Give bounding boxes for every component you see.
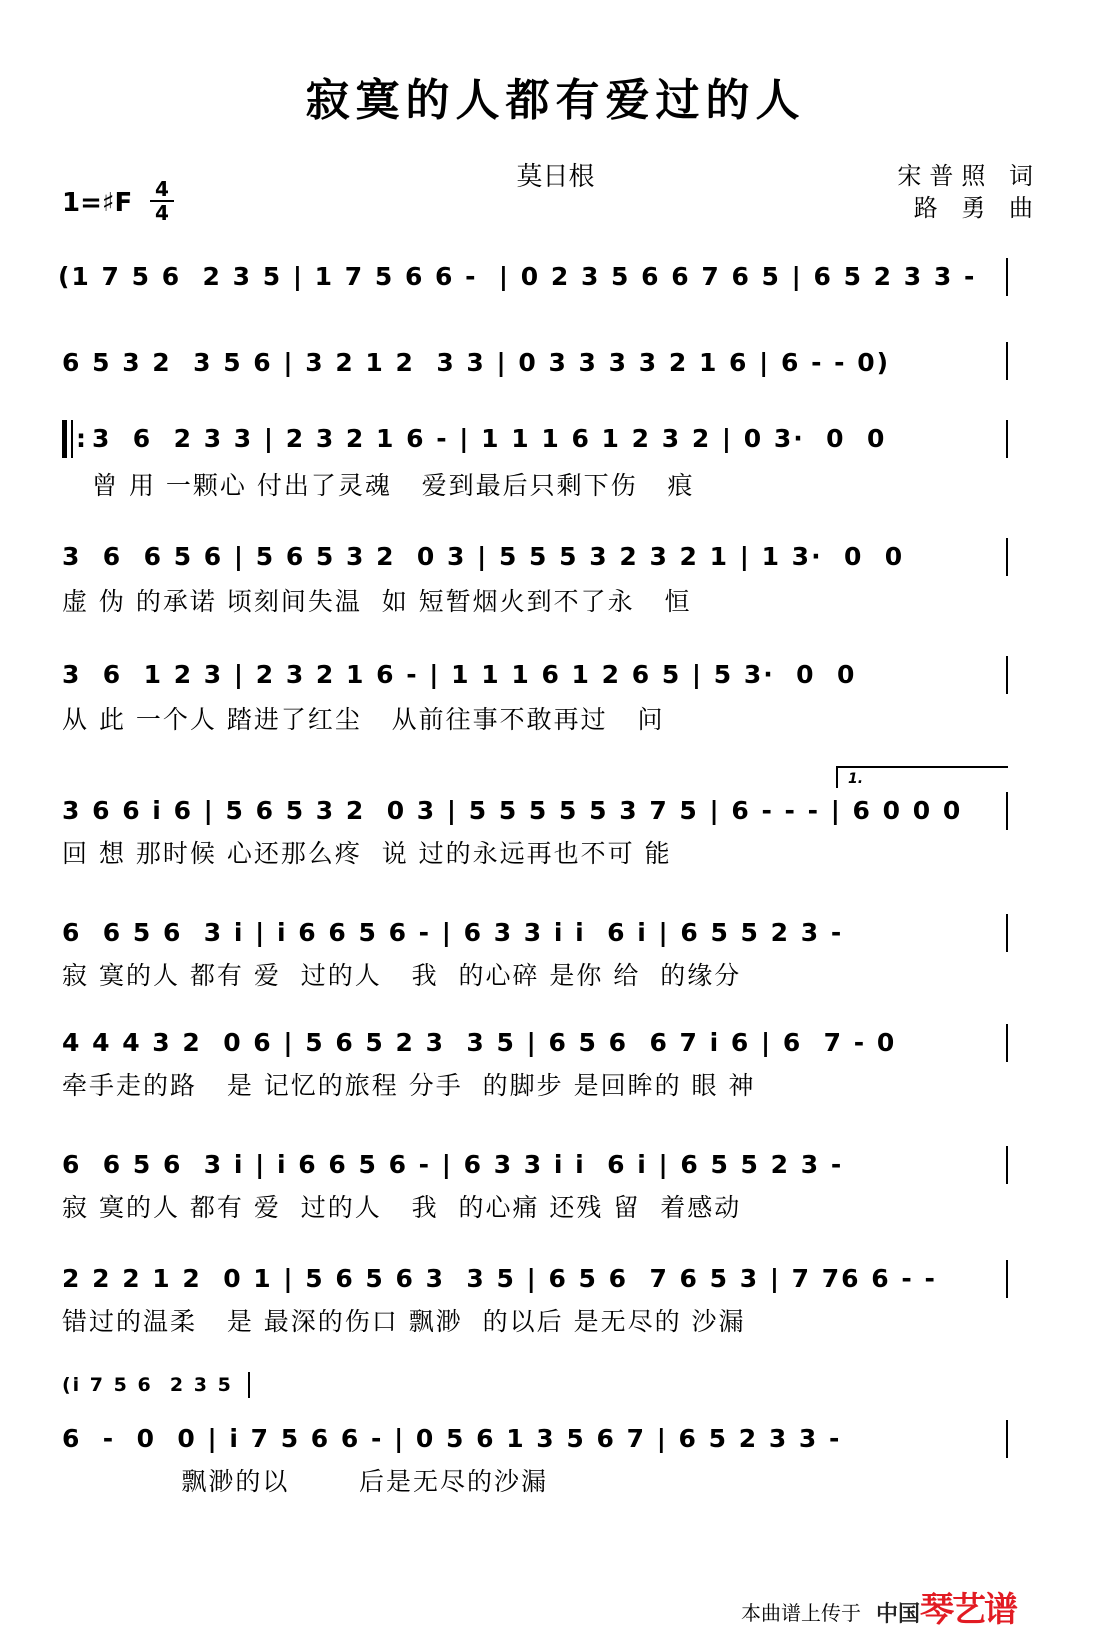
end-barline (1006, 1024, 1008, 1062)
key-signature: 1=♯F (62, 188, 133, 218)
singer-name: 莫日根 (516, 162, 595, 192)
score-row-8-lyrics: 牵手走的路 是 记忆的旅程 分手 的脚步 是回眸的 眼 神 (62, 1071, 756, 1100)
score-row-1-notes: (1 7 5 6 2 3 5 | 1 7 5 6 6 - | 0 2 3 5 6 6 7 6 5 | 6 5 2 3 3 - (58, 262, 977, 291)
time-signature (150, 178, 174, 224)
end-barline (1006, 1260, 1008, 1298)
composer-credit: 路 勇 曲 (913, 194, 1041, 222)
site-logo[interactable] (876, 1582, 1051, 1634)
end-barline (1006, 258, 1008, 296)
score-row-5-lyrics: 从 此 一个人 踏进了红尘 从前往事不敢再过 问 (62, 705, 665, 734)
score-row-11-lyrics: 飘渺的以 后是无尽的沙漏 (62, 1467, 548, 1496)
score-row-4-notes: 3 6 6 5 6 | 5 6 5 3 2 0 3 | 5 5 5 3 2 3 2 1 | 1 3· 0 0 (62, 542, 905, 571)
logo-text-qinyipu: 琴艺谱 (920, 1590, 1017, 1630)
repeat-start-barline (62, 420, 67, 458)
time-signature-top: 4 (155, 177, 169, 201)
score-row-5-notes: 3 6 1 2 3 | 2 3 2 1 6 - | 1 1 1 6 1 2 6 5 | 5 3· 0 0 (62, 660, 857, 689)
repeat-start-thin-barline (71, 420, 73, 458)
lyricist-credit: 宋普照 词 (897, 162, 1041, 190)
end-barline (1006, 420, 1008, 458)
score-row-6-lyrics: 回 想 那时候 心还那么疼 说 过的永远再也不可 能 (62, 839, 672, 868)
volta-label: 1. (848, 771, 864, 787)
end-barline (1006, 538, 1008, 576)
score-row-7-lyrics: 寂 寞的人 都有 爱 过的人 我 的心碎 是你 给 的缘分 (62, 961, 742, 990)
score-row-3-lyrics: 曾 用 一颗心 付出了灵魂 爱到最后只剩下伤 痕 (92, 471, 695, 500)
end-barline (1006, 1146, 1008, 1184)
score-row-3-notes: 3 6 2 3 3 | 2 3 2 1 6 - | 1 1 1 6 1 2 3 2 | 0 3· 0 0 (92, 424, 887, 453)
score-row-8-notes: 4 4 4 3 2 0 6 | 5 6 5 2 3 3 5 | 6 5 6 6 7 i 6 | 6 7 - 0 (62, 1028, 897, 1057)
song-title: 寂寞的人都有爱过的人 (305, 75, 806, 126)
logo-text-china: 中国 (876, 1602, 921, 1627)
time-signature-bottom: 4 (150, 200, 174, 224)
interlude-notes: (i 7 5 6 2 3 5 (62, 1374, 233, 1396)
end-barline (1006, 656, 1008, 694)
end-barline (1006, 342, 1008, 380)
score-row-11-notes: 6 - 0 0 | i 7 5 6 6 - | 0 5 6 1 3 5 6 7 | 6 5 2 3 3 - (62, 1424, 842, 1453)
score-row-9-notes: 6 6 5 6 3 i | i 6 6 5 6 - | 6 3 3 i i 6 i | 6 5 5 2 3 - (62, 1150, 844, 1179)
end-barline (1006, 792, 1008, 830)
score-row-6-notes: 3 6 6 i 6 | 5 6 5 3 2 0 3 | 5 5 5 5 5 3 7 5 | 6 - - - | 6 0 0 0 (62, 796, 963, 825)
end-barline (1006, 914, 1008, 952)
interlude-barline (248, 1372, 250, 1398)
end-barline (1006, 1420, 1008, 1458)
score-row-10-lyrics: 错过的温柔 是 最深的伤口 飘渺 的以后 是无尽的 沙漏 (62, 1307, 746, 1336)
score-row-9-lyrics: 寂 寞的人 都有 爱 过的人 我 的心痛 还残 留 着感动 (62, 1193, 742, 1222)
score-row-7-notes: 6 6 5 6 3 i | i 6 6 5 6 - | 6 3 3 i i 6 i | 6 5 5 2 3 - (62, 918, 844, 947)
volta-bracket (836, 766, 1008, 788)
score-row-2-notes: 6 5 3 2 3 5 6 | 3 2 1 2 3 3 | 0 3 3 3 3 2 1 6 | 6 - - 0) (62, 348, 891, 377)
score-row-4-lyrics: 虚 伪 的承诺 顷刻间失温 如 短暂烟火到不了永 恒 (62, 587, 692, 616)
upload-note: 本曲谱上传于 (741, 1601, 861, 1625)
score-row-10-notes: 2 2 2 1 2 0 1 | 5 6 5 6 3 3 5 | 6 5 6 7 6 5 3 | 7 76 6 - - (62, 1264, 937, 1293)
repeat-start-dots: : (76, 424, 88, 453)
